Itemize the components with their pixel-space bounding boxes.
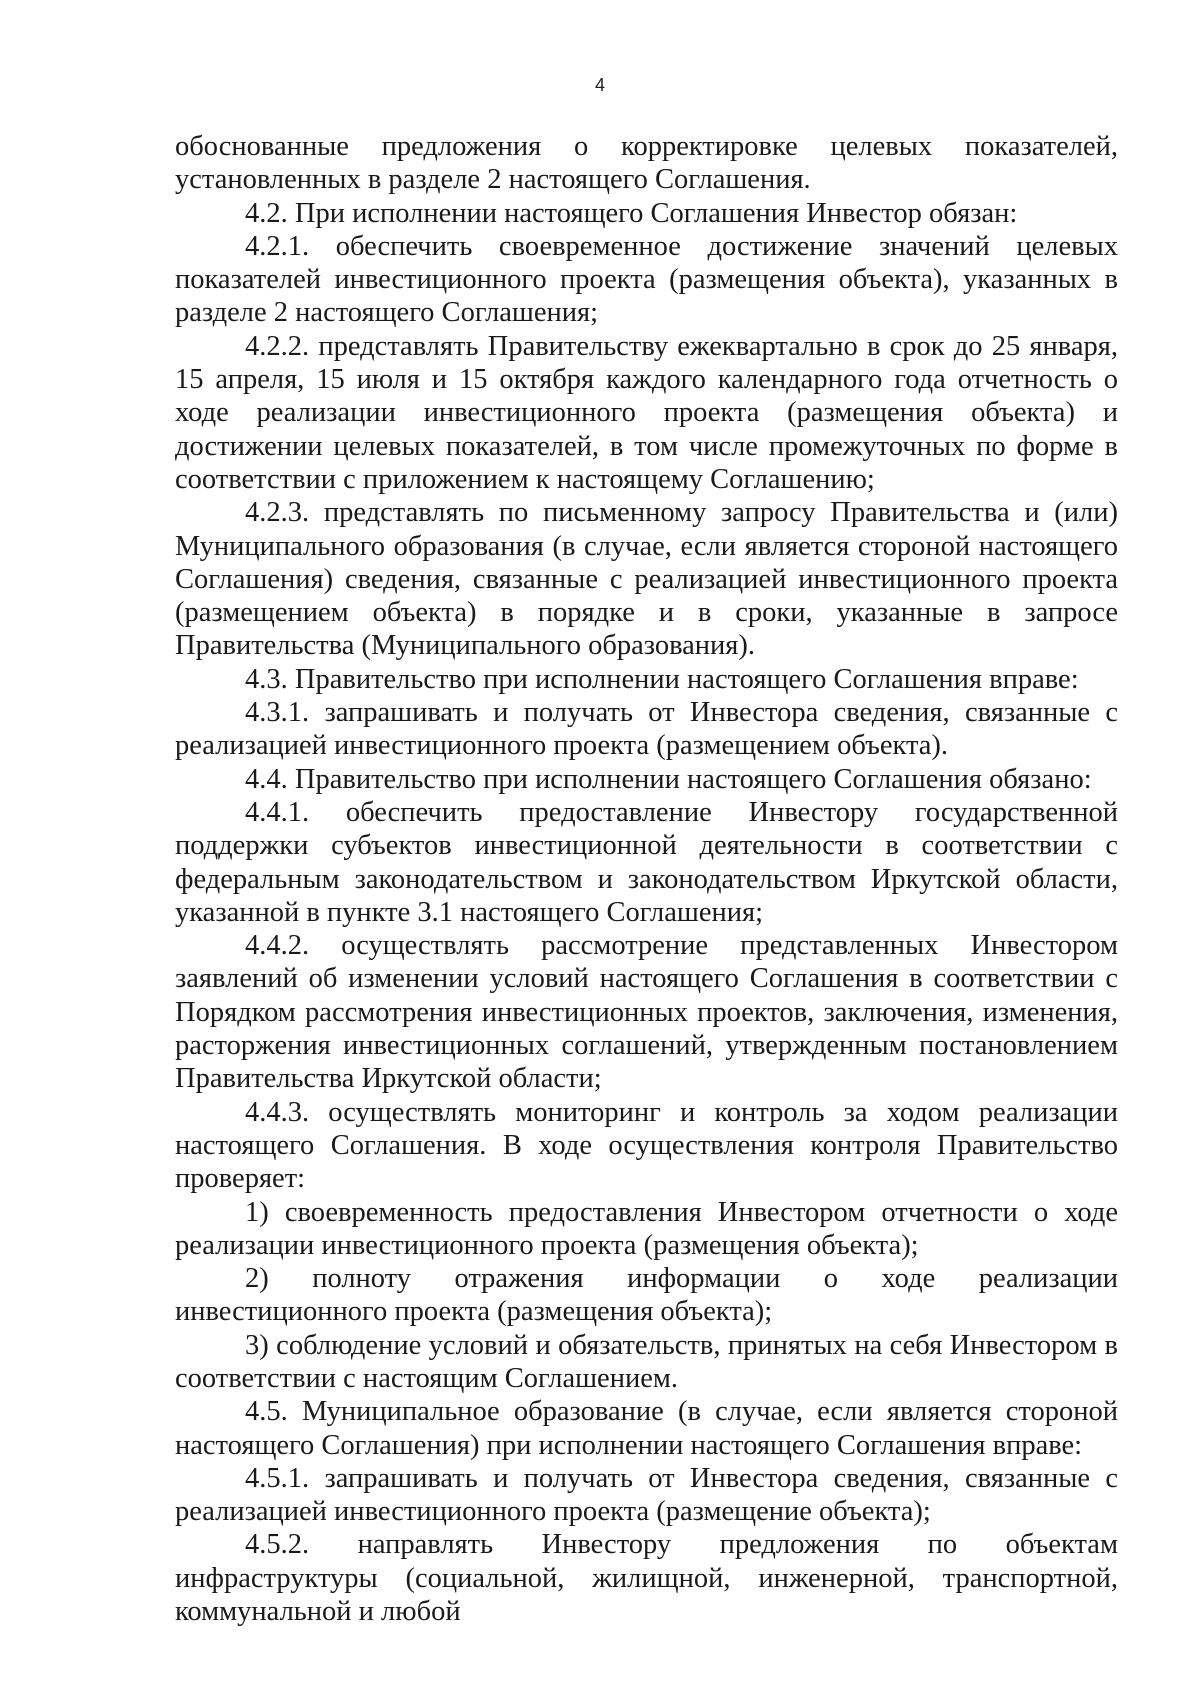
paragraph-4-5: 4.5. Муниципальное образование (в случае, если является стороной настоящего Соглашения) при исполнении настоящего Соглашения вправе: [175,1396,1118,1461]
paragraph-4-4-1: 4.4.1. обеспечить предоставление Инвестору государственной поддержки субъектов инвестиционной деятельности в соответствии с федеральным законодательством и законодательством Иркутской области, указанной в пункте 3.1 настоящего Соглашения; [175,796,1118,928]
paragraph-4-4-3: 4.4.3. осуществлять мониторинг и контроль за ходом реализации настоящего Соглашения. В ходе осуществления контроля Правительство проверяет: [175,1096,1118,1195]
paragraph-4-4-2: 4.4.2. осуществлять рассмотрение представленных Инвестором заявлений об изменении условий настоящего Соглашения в соответствии с Порядком рассмотрения инвестиционных проектов, заключения, изменения, расторжения инвестиционных соглашений, утвержденным постановлением Правительства Иркутской области; [175,930,1118,1095]
list-item-1: 1) своевременность предоставления Инвестором отчетности о ходе реализации инвестиционного проекта (размещения объекта); [175,1196,1118,1261]
paragraph-4-2-2: 4.2.2. представлять Правительству ежеквартально в срок до 25 января, 15 апреля, 15 июля и 15 октября каждого календарного года отчетность о ходе реализации инвестиционного проекта (размещения объекта) и достижении целевых показателей, в том числе промежуточных по форме в соответствии с приложением к настоящему Соглашению; [175,330,1118,495]
paragraph-4-3-1: 4.3.1. запрашивать и получать от Инвестора сведения, связанные с реализацией инвестиционного проекта (размещением объекта). [175,697,1118,762]
list-item-2: 2) полноту отражения информации о ходе реализации инвестиционного проекта (размещения объекта); [175,1263,1118,1328]
paragraph-4-4: 4.4. Правительство при исполнении настоящего Соглашения обязано: [245,763,1092,795]
paragraph-4-5-2: 4.5.2. направлять Инвестору предложения по объектам инфраструктуры (социальной, жилищной, инженерной, транспортной, коммунальной и любой [175,1529,1118,1628]
paragraph-4-5-1: 4.5.1. запрашивать и получать от Инвестора сведения, связанные с реализацией инвестиционного проекта (размещение объекта); [175,1462,1118,1528]
paragraph-4-2-3: 4.2.3. представлять по письменному запросу Правительства и (или) Муниципального образования (в случае, если является стороной настоящего Соглашения) сведения, связанные с реализацией инвестиционного проекта (размещением объекта) в порядке и в сроки, указанные в запросе Правительства (Муниципального образования). [175,497,1118,662]
list-item-3: 3) соблюдение условий и обязательств, принятых на себя Инвестором в соответствии с настоящим Соглашением. [175,1329,1118,1394]
paragraph-continuation: обоснованные предложения о корректировке целевых показателей, установленных в разделе 2 настоящего Соглашения. [175,131,1118,196]
paragraph-4-3: 4.3. Правительство при исполнении настоящего Соглашения вправе: [245,663,1079,695]
paragraph-4-2: 4.2. При исполнении настоящего Соглашения Инвестор обязан: [245,197,1018,229]
page-number: 4 [594,75,605,95]
document-body [175,130,1118,1628]
paragraph-4-2-1: 4.2.1. обеспечить своевременное достижение значений целевых показателей инвестиционного проекта (размещения объекта), указанных в разделе 2 настоящего Соглашения; [175,230,1118,329]
